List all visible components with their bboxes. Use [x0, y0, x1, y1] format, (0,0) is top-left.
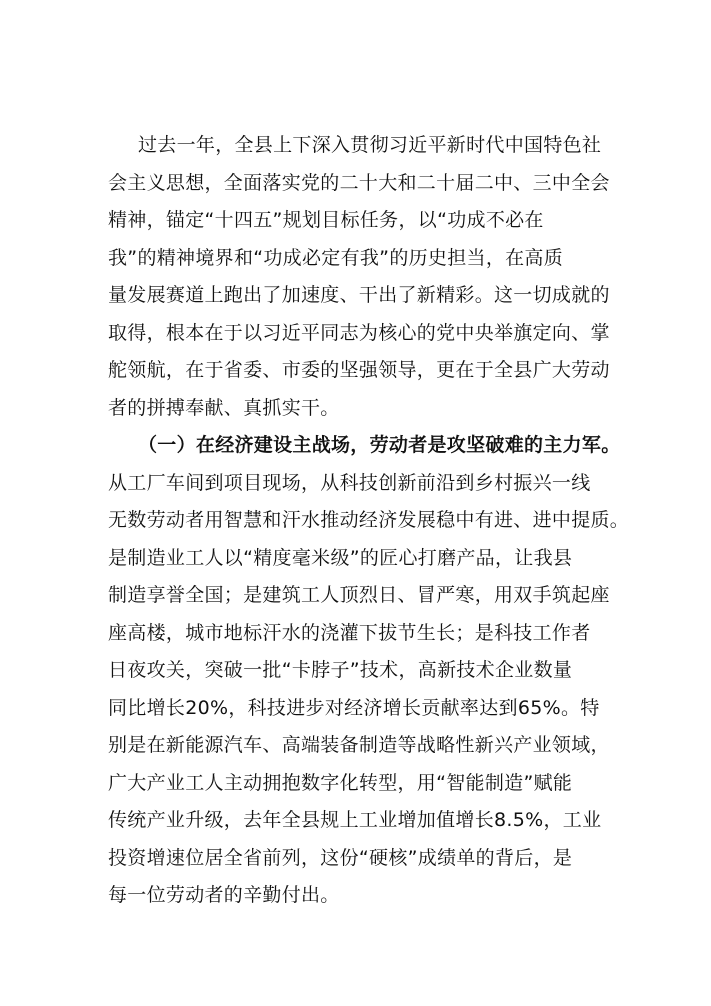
paragraph-line: 我”的精神境界和“功成必定有我”的历史担当，在高质: [108, 246, 564, 269]
paragraph-line: 同比增长20%，科技进步对经济增长贡献率达到65%。特: [108, 696, 600, 719]
paragraph-line: 过去一年，全县上下深入贯彻习近平新时代中国特色社: [138, 134, 602, 156]
paragraph-line: 别是在新能源汽车、高端装备制造等战略性新兴产业领域，: [108, 734, 610, 756]
section-heading: （一）在经济建设主战场，劳动者是攻坚破难的主力军。: [138, 434, 621, 456]
paragraph-line: 广大产业工人主动拥抱数字化转型，用“智能制造”赋能: [108, 771, 573, 794]
paragraph-line: 从工厂车间到项目现场，从科技创新前沿到乡村振兴一线: [108, 471, 591, 494]
paragraph-line: 量发展赛道上跑出了加速度、干出了新精彩。这一切成就的: [108, 284, 610, 306]
paragraph-line: 无数劳动者用智慧和汗水推动经济发展稳中有进、进中提质。: [108, 509, 630, 531]
paragraph-line: 座高楼，城市地标汗水的浇灌下拔节生长；是科技工作者: [108, 621, 591, 644]
paragraph-line: 传统产业升级，去年全县规上工业增加值增长8.5%，工业: [108, 809, 602, 831]
paragraph-line: 是制造业工人以“精度毫米级”的匠心打磨产品，让我县: [108, 546, 573, 569]
paragraph-intro: [108, 127, 628, 427]
paragraph-line: 取得，根本在于以习近平同志为核心的党中央举旗定向、掌: [108, 321, 610, 344]
paragraph-line: 会主义思想，全面落实党的二十大和二十届二中、三中全会: [108, 171, 610, 194]
paragraph-line: 者的拼搏奉献、真抓实干。: [108, 396, 340, 419]
paragraph-line: 投资增速位居全省前列，这份“硬核”成绩单的背后，是: [108, 846, 573, 869]
paragraph-line: 精神，锚定“十四五”规划目标任务，以“功成不必在: [108, 209, 544, 231]
paragraph-line: 日夜攻关，突破一批“卡脖子”技术，高新技术企业数量: [108, 659, 573, 681]
paragraph-economy: [108, 427, 628, 915]
paragraph-line: 舵领航，在于省委、市委的坚强领导，更在于全县广大劳动: [108, 359, 610, 381]
paragraph-line: 每一位劳动者的辛勤付出。: [108, 884, 340, 906]
document-body: [108, 127, 628, 915]
paragraph-line: 制造享誉全国；是建筑工人顶烈日、冒严寒，用双手筑起座: [108, 584, 610, 606]
